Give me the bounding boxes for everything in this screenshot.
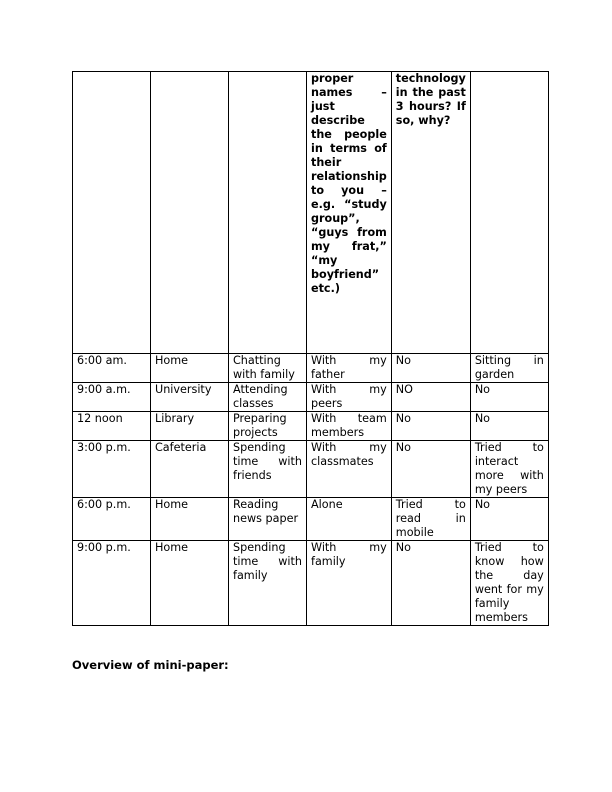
header-cell (73, 72, 151, 354)
other-cell: No (470, 383, 548, 412)
time-cell: 9:00 a.m. (73, 383, 151, 412)
activity-log-table (72, 71, 549, 626)
time-cell: 9:00 p.m. (73, 541, 151, 626)
table-row (73, 412, 549, 441)
with-cell: With team members (307, 412, 392, 441)
technology-cell: No (391, 354, 470, 383)
place-cell: Home (151, 354, 229, 383)
time-cell: 6:00 am. (73, 354, 151, 383)
other-cell: Sitting in garden (470, 354, 548, 383)
time-cell: 12 noon (73, 412, 151, 441)
other-cell: Tried to know how the day went for my family members (470, 541, 548, 626)
header-cell (229, 72, 307, 354)
place-cell: Library (151, 412, 229, 441)
activity-cell: Reading news paper (229, 498, 307, 541)
table-header-row (73, 72, 549, 354)
technology-cell: No (391, 412, 470, 441)
activity-cell: Chatting with family (229, 354, 307, 383)
with-cell: With my peers (307, 383, 392, 412)
activity-cell: Spending time with family (229, 541, 307, 626)
time-cell: 6:00 p.m. (73, 498, 151, 541)
other-cell: Tried to interact more with my peers (470, 441, 548, 498)
table-row (73, 441, 549, 498)
place-cell: Cafeteria (151, 441, 229, 498)
place-cell: University (151, 383, 229, 412)
activity-cell: Preparing projects (229, 412, 307, 441)
technology-cell: Tried to read in mobile (391, 498, 470, 541)
activity-cell: Attending classes (229, 383, 307, 412)
other-cell: No (470, 412, 548, 441)
technology-cell: No (391, 441, 470, 498)
with-cell: With my classmates (307, 441, 392, 498)
table-row (73, 383, 549, 412)
time-cell: 3:00 p.m. (73, 441, 151, 498)
header-cell-people: proper names – just describe the people in terms of their relationship to you – e.g. “study group”, “guys from my frat,” “my boyfriend” etc.) (307, 72, 392, 354)
technology-cell: No (391, 541, 470, 626)
table-row (73, 541, 549, 626)
with-cell: With my family (307, 541, 392, 626)
header-cell (151, 72, 229, 354)
with-cell: Alone (307, 498, 392, 541)
place-cell: Home (151, 498, 229, 541)
place-cell: Home (151, 541, 229, 626)
activity-cell: Spending time with friends (229, 441, 307, 498)
overview-heading: Overview of mini-paper: (72, 658, 229, 672)
table-row (73, 354, 549, 383)
other-cell: No (470, 498, 548, 541)
header-cell (470, 72, 548, 354)
technology-cell: NO (391, 383, 470, 412)
header-cell-technology: technology in the past 3 hours? If so, why? (391, 72, 470, 354)
with-cell: With my father (307, 354, 392, 383)
table-row (73, 498, 549, 541)
